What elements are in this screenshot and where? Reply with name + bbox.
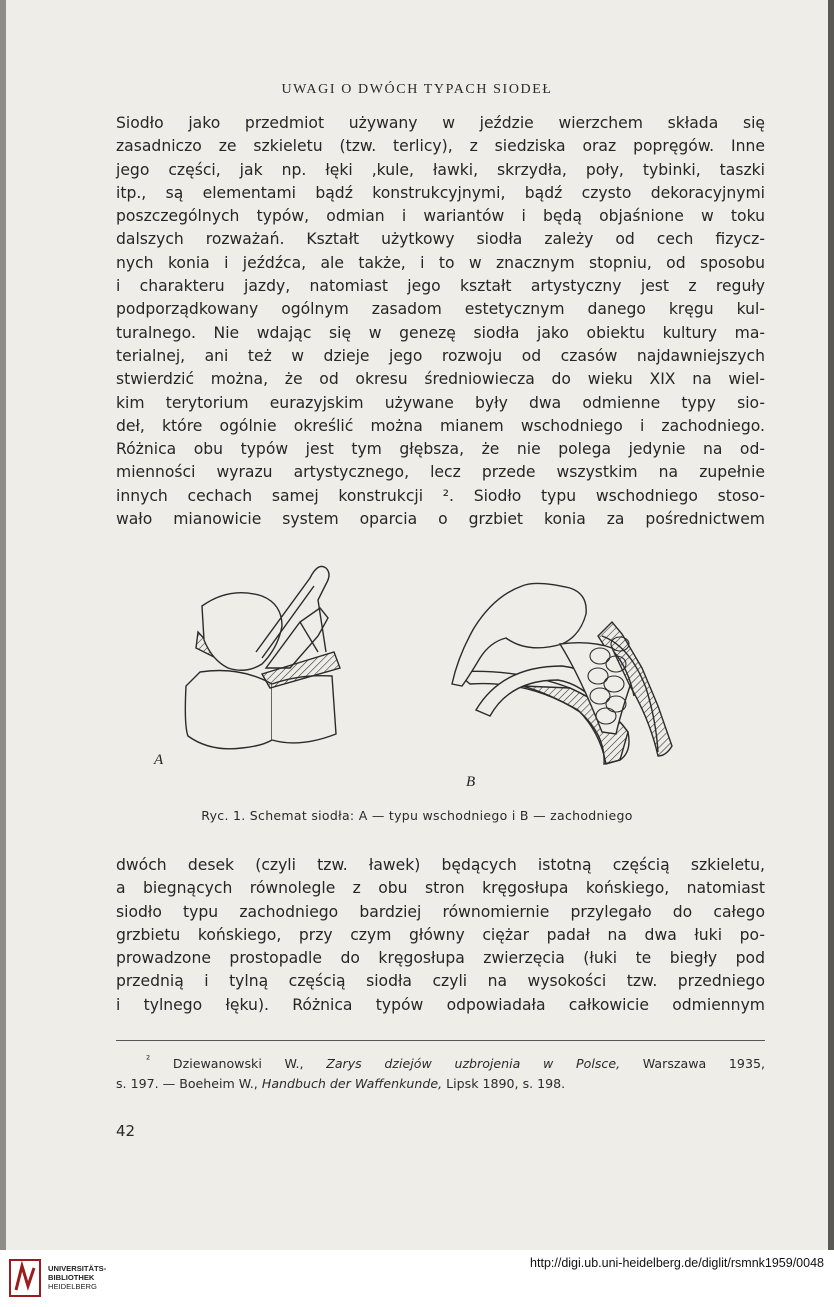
library-name: [48, 1264, 106, 1291]
footnote-author-1: Dziewanowski W.,: [172, 1056, 304, 1072]
text-line: dwóch desek (czyli tzw. ławek) będących istotną częścią szkieletu,: [116, 856, 765, 874]
paragraph-1: [116, 112, 765, 531]
footnote-divider: [116, 1040, 765, 1041]
running-head: UWAGI O DWÓCH TYPACH SIODEŁ: [281, 82, 553, 97]
paragraph-2: [116, 854, 765, 1017]
text-line: dalszych rozważań. Kształt użytkowy siodła zależy od cech fizycz-: [116, 230, 765, 249]
text-line: deł, które ogólnie określić można mianem wschodniego i zachodniego.: [116, 416, 765, 435]
scan-right-edge: [828, 0, 834, 1250]
library-line-3: HEIDELBERG: [48, 1282, 97, 1291]
figure-label-a: A: [154, 752, 164, 768]
text-line: a biegnących równolegle z obu stron kręgosłupa końskiego, natomiast: [116, 879, 765, 898]
footnote: [116, 1050, 765, 1094]
footnote-title-1: Zarys dziejów uzbrojenia w Polsce,: [326, 1056, 621, 1072]
text-line: i charakteru jazdy, natomiast jego kształt artystyczny jest z reguły: [116, 277, 765, 296]
permalink-url[interactable]: http://digi.ub.uni-heidelberg.de/diglit/rsmnk1959/0048: [530, 1256, 824, 1270]
text-line: poszczególnych typów, odmian i wariantów i będą objaśnione w toku: [116, 207, 765, 226]
footnote-title-2: Handbuch der Waffenkunde,: [261, 1076, 443, 1092]
text-line: zasadniczo ze szkieletu (tzw. terlicy), z siedziska oraz popręgów. Inne: [116, 137, 765, 156]
text-line: mienności wyrazu artystycznego, lecz przede wszystkim na zupełnie: [116, 463, 765, 482]
text-line: i tylnego łęku). Różnica typów odpowiadała całkowicie odmiennym: [116, 995, 765, 1014]
scan-left-edge: [0, 0, 6, 1250]
footnote-marker: ²: [146, 1054, 151, 1066]
text-line: siodło typu zachodniego bardziej równomiernie przylegało do całego: [116, 902, 765, 921]
text-line: Siodło jako przedmiot używany w jeździe wierzchem składa się: [116, 114, 765, 132]
text-line: przednią i tylną częścią siodła czyli na wysokości tzw. przedniego: [116, 972, 765, 991]
saddle-a-drawing: [185, 566, 340, 748]
text-line: Różnica obu typów jest tym głębsza, że nie polega jedynie na od-: [116, 440, 765, 459]
footnote-line-2: [116, 1074, 765, 1094]
text-line: prowadzone prostopadle do kręgosłupa zwierzęcia (łuki te biegły pod: [116, 949, 765, 968]
text-line: stwierdzić można, że od okresu średniowiecza do wieku XIX na wiel-: [116, 370, 765, 389]
text-line: wało mianowicie system oparcia o grzbiet konia za pośrednictwem: [116, 510, 765, 529]
footnote-rest-2: Lipsk 1890, s. 198.: [446, 1076, 566, 1092]
library-line-2: BIBLIOTHEK: [48, 1273, 95, 1282]
library-line-1: UNIVERSITÄTS-: [48, 1264, 107, 1273]
university-library-logo-icon: [8, 1256, 44, 1300]
text-line: podporządkowany ogólnym zasadom estetycznym danego kręgu kul-: [116, 300, 765, 319]
text-line: kim terytorium eurazyjskim używane były dwa odmienne typy sio-: [116, 393, 765, 412]
text-line: jego części, jak np. łęki ,kule, ławki, skrzydła, poły, tybinki, taszki: [116, 160, 765, 179]
footnote-start-2: s. 197. — Boeheim W.,: [116, 1076, 258, 1092]
text-line: terialnej, ani też w dzieje jego rozwoju od czasów najdawniejszych: [116, 346, 765, 365]
saddle-b-drawing: [452, 583, 672, 764]
page-number: 42: [116, 1122, 136, 1140]
text-line: nych konia i jeźdźca, ale także, i to w znacznym stopniu, od sposobu: [116, 253, 765, 272]
text-line: grzbietu końskiego, przy czym główny ciężar padał na dwa łuki po-: [116, 925, 765, 944]
figure-caption: Ryc. 1. Schemat siodła: A — typu wschodniego i B — zachodniego: [201, 808, 633, 823]
footnote-line-1: [116, 1050, 765, 1074]
saddle-schematic-figure: [150, 556, 710, 796]
text-line: itp., są elementami bądź konstrukcyjnymi, bądź czysto dekoracyjnymi: [116, 183, 765, 202]
figure-label-b: B: [466, 774, 476, 790]
footnote-rest-1: Warszawa 1935,: [642, 1056, 765, 1072]
text-line: turalnego. Nie wdając się w genezę siodła jako obiektu kultury ma-: [116, 323, 765, 342]
text-line: innych cechach samej konstrukcji ². Siodło typu wschodniego stoso-: [116, 486, 765, 505]
